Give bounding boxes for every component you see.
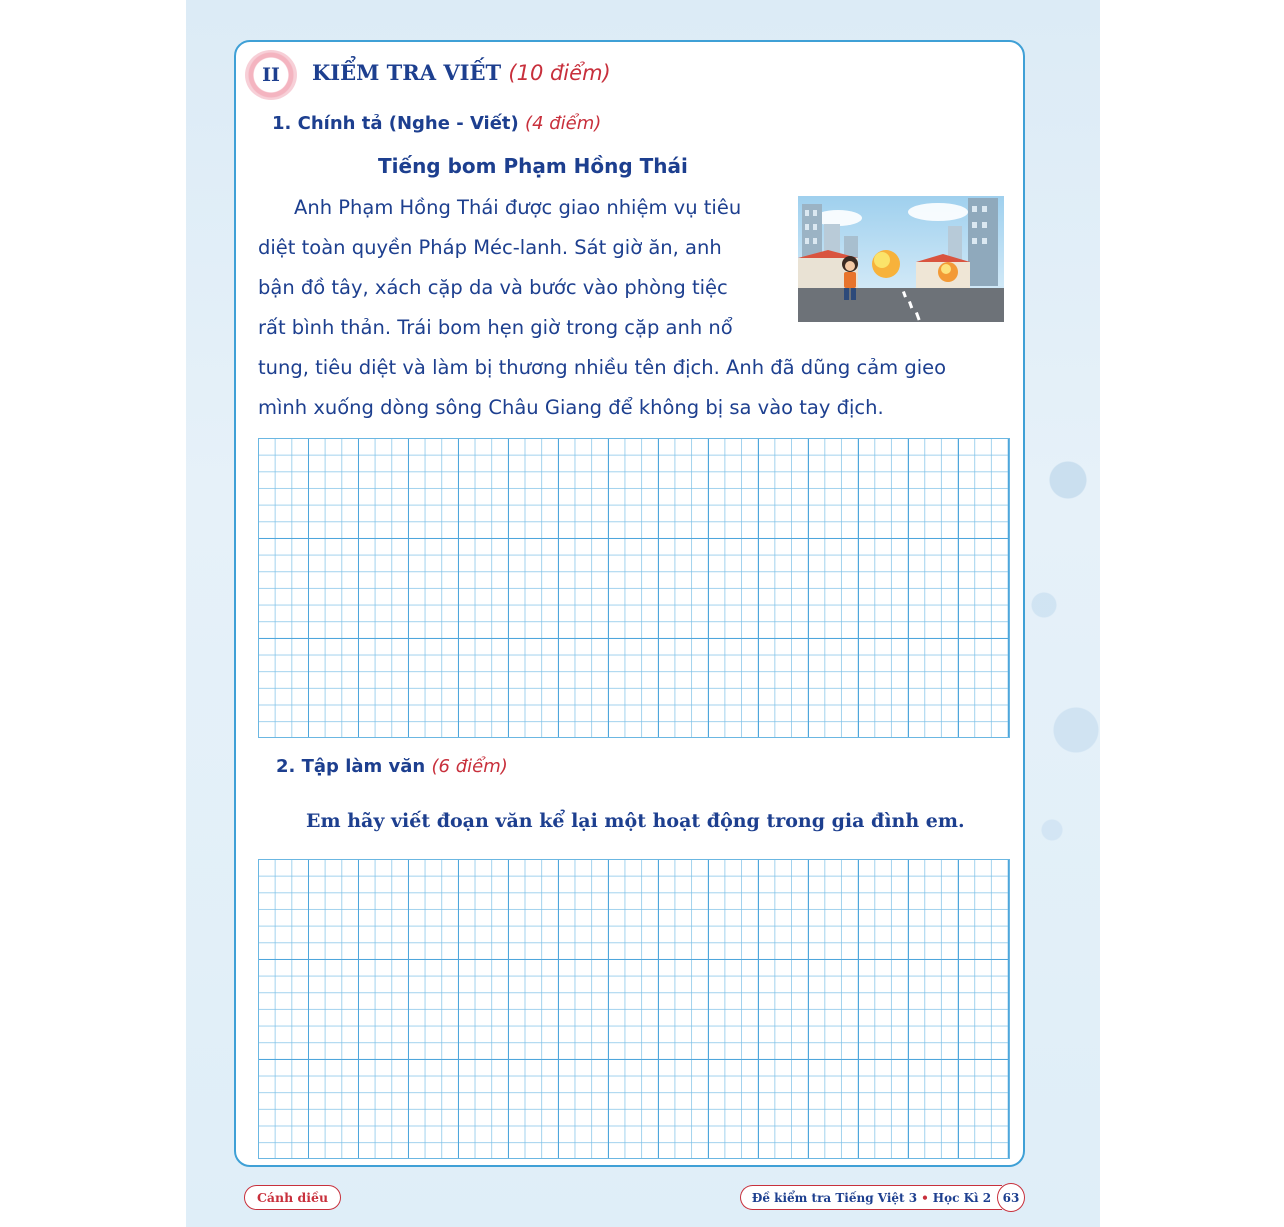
part1-heading [272,113,601,134]
paragraph-line-3: bận đồ tây, xách cặp da và bước vào phòng tiệc [258,276,728,299]
writing-grid-part2[interactable] [258,859,1010,1159]
paragraph-line-4: rất bình thản. Trái bom hẹn giờ trong cặp anh nổ [258,316,733,339]
part2-points: (6 điểm) [431,756,508,777]
footer-series: Cánh diều [244,1185,341,1210]
story-title: Tiếng bom Phạm Hồng Thái [378,154,688,178]
page-number: 63 [997,1183,1025,1212]
section-title [312,60,611,85]
footer-term: Học Kì 2 [932,1190,992,1205]
part1-points: (4 điểm) [525,113,602,134]
city-street-explosion-illustration [798,196,1004,322]
footer-book-info [740,1185,1002,1210]
section-badge [245,50,297,100]
paragraph-line-2: diệt toàn quyền Pháp Méc-lanh. Sát giờ ăn, anh [258,236,722,259]
paragraph-line-6: mình xuống dòng sông Châu Giang để không bị sa vào tay địch. [258,396,884,419]
section-title-text: KIỂM TRA VIẾT [312,60,502,85]
part2-heading [276,756,508,777]
footer-separator: • [921,1190,929,1205]
paragraph-line-5: tung, tiêu diệt và làm bị thương nhiều tên địch. Anh đã dũng cảm gieo [258,356,947,379]
section-roman: II [262,64,280,86]
part2-heading-text: 2. Tập làm văn [276,756,426,777]
section-points: (10 điểm) [508,61,611,85]
part1-heading-text: 1. Chính tả (Nghe - Viết) [272,113,519,134]
paragraph-line-1: Anh Phạm Hồng Thái được giao nhiệm vụ tiêu [294,196,742,219]
writing-grid-part1[interactable] [258,438,1010,738]
part2-prompt: Em hãy viết đoạn văn kể lại một hoạt động trong gia đình em. [306,810,965,832]
footer-book-title: Đề kiểm tra Tiếng Việt 3 [751,1190,918,1205]
